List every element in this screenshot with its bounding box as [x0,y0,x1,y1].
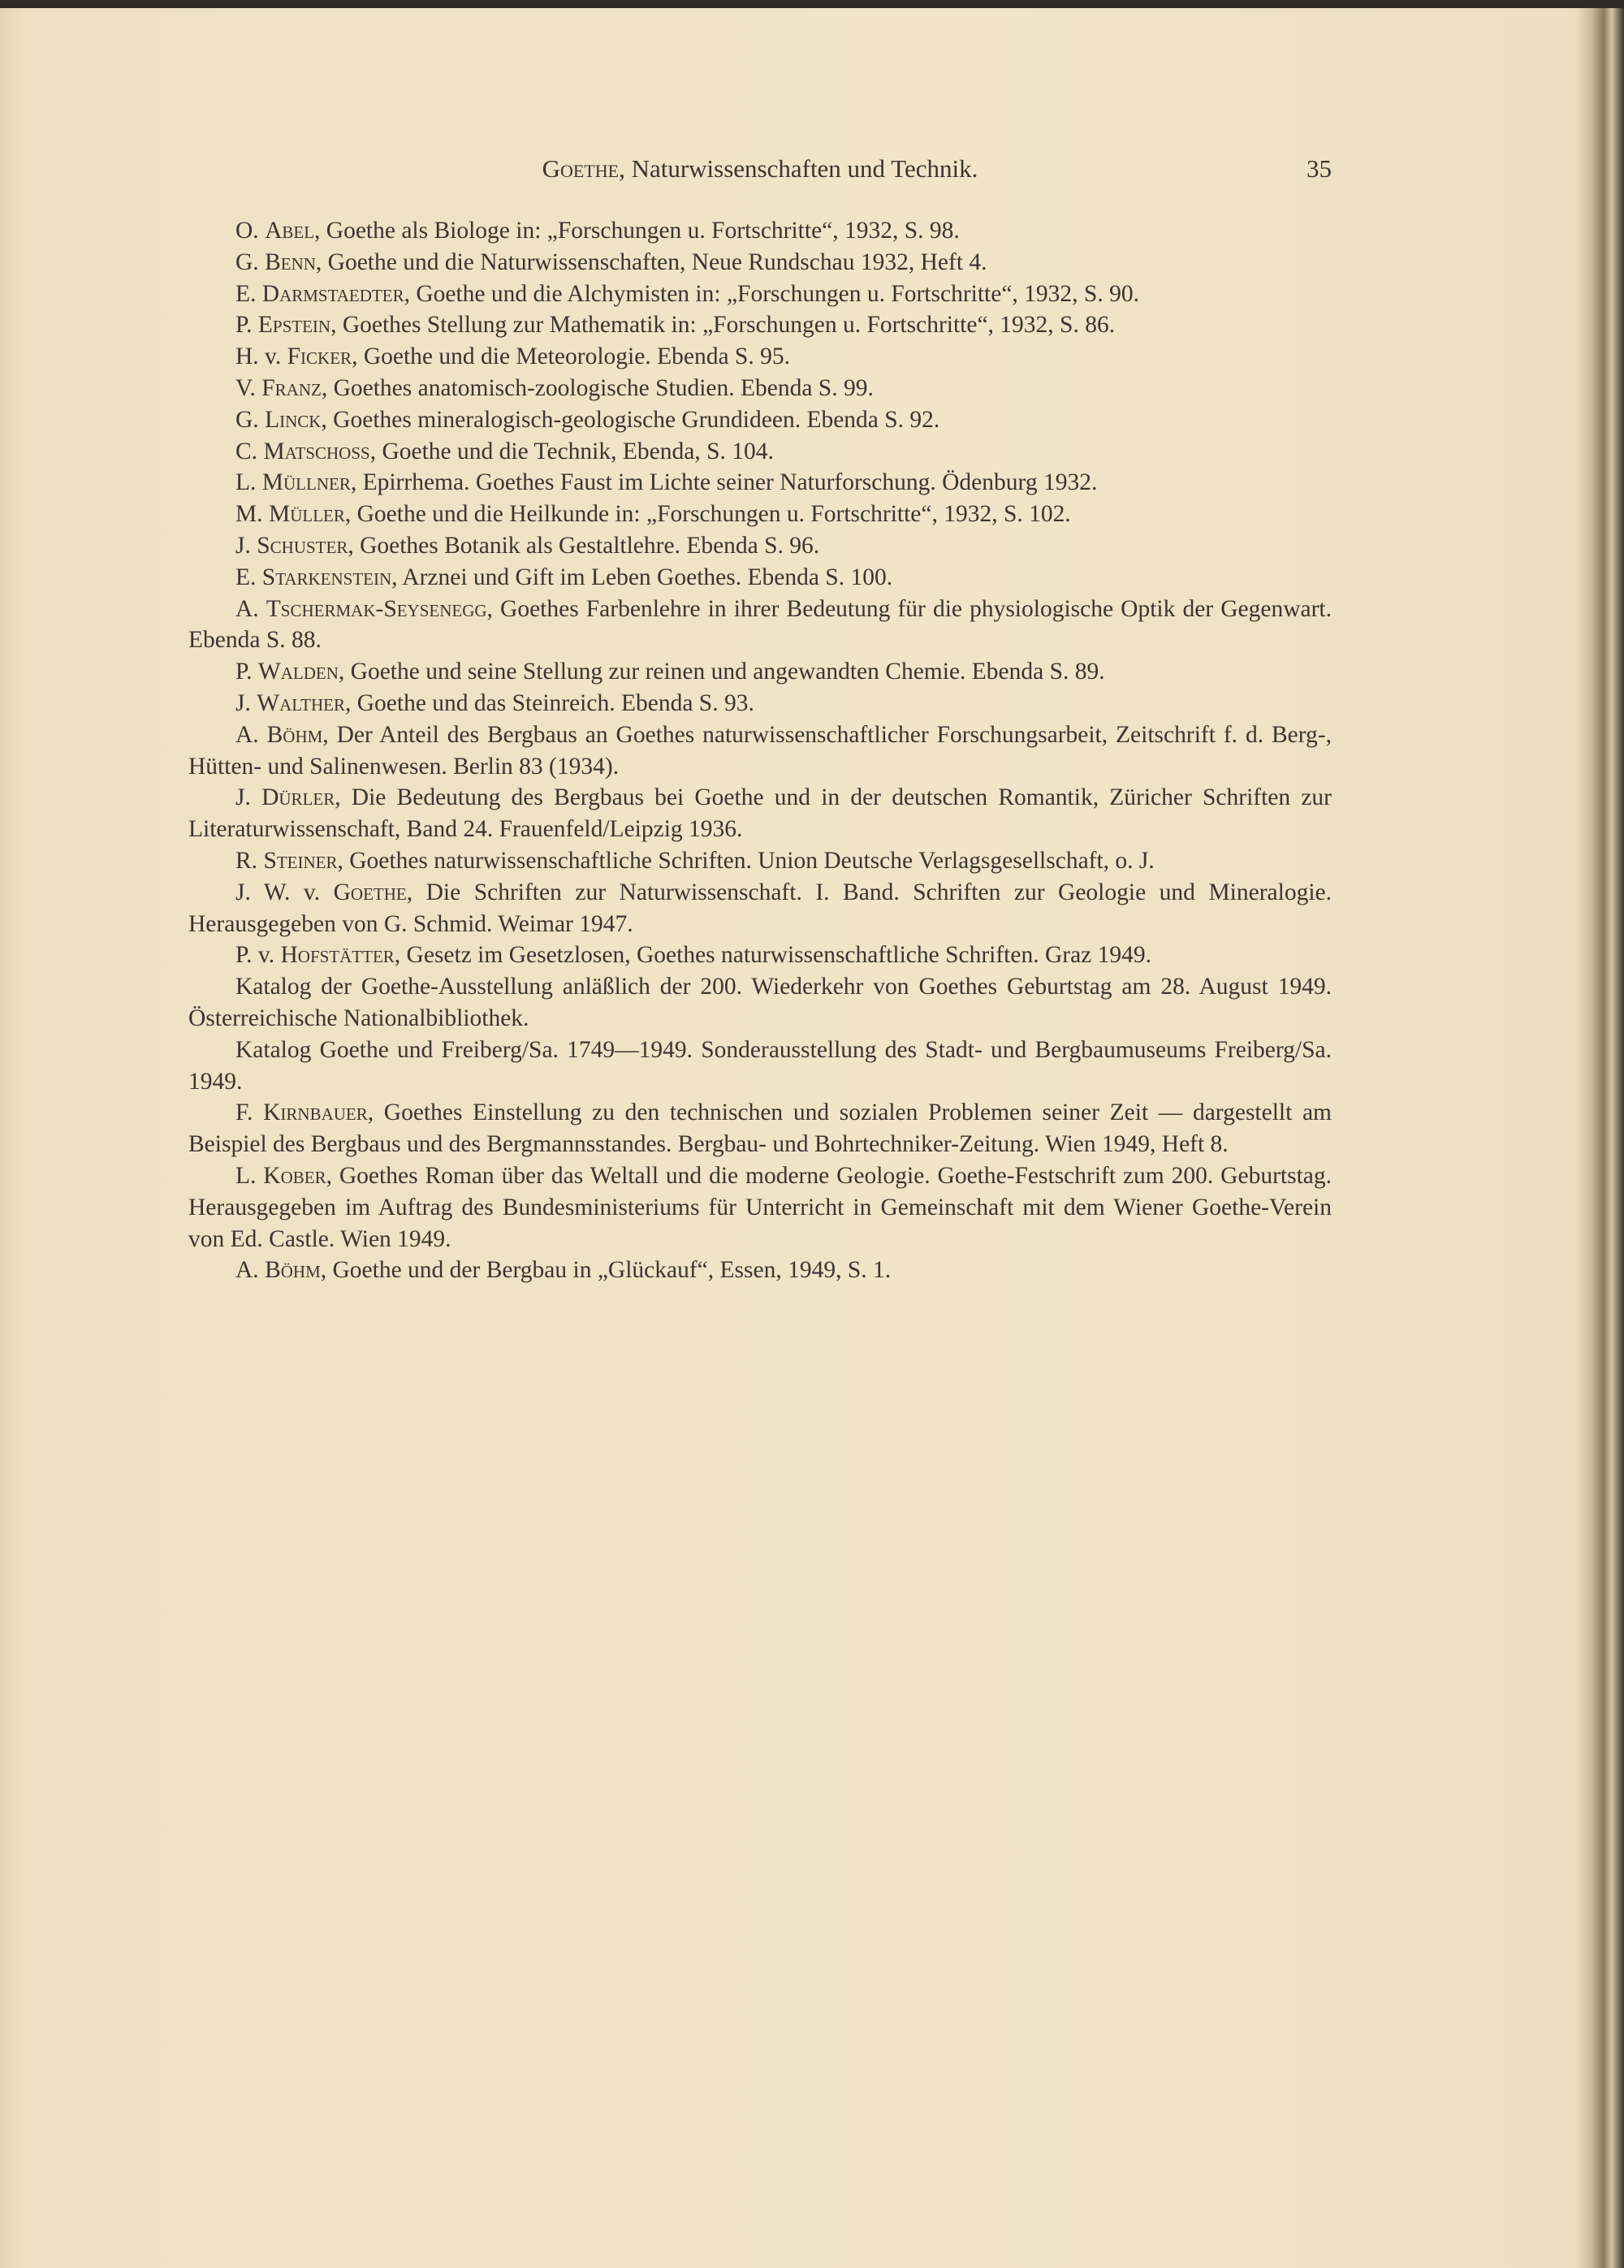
entry-surname: Darmstaedter [261,280,404,307]
running-title: Goethe, Naturwissenschaften und Technik. [542,154,978,183]
entry-text: , Goethes Farbenlehre in ihrer Bedeutung für die physiologische Optik der Gegenwart. Ebenda S. 88. [188,595,1332,654]
entry-surname: Böhm [266,721,323,748]
entry-surname: Walden [257,659,339,685]
entry-text: , Goethes Botanik als Gestaltlehre. Ebenda S. 96. [348,532,820,559]
bibliography-entry [188,719,1332,783]
bibliography-entry [188,1160,1332,1255]
entry-surname: Hofstätter [280,942,395,969]
bibliography-entry [188,247,1332,279]
entry-text: , Goethe und die Meteorologie. Ebenda S. 95. [352,343,790,370]
bibliography-entry [188,404,1332,436]
entry-surname: Goethe [333,879,407,905]
entry-surname: Abel [265,218,315,244]
entry-surname: Matschoss [263,438,370,464]
entry-text: , Goethes mineralogisch-geologische Grundideen. Ebenda S. 92. [321,406,940,433]
entry-initial: L. [235,469,262,496]
bibliography-entry [188,1097,1332,1160]
entry-surname: Böhm [265,1257,321,1284]
bibliography-entry [188,877,1332,940]
entry-surname: Epstein [257,312,331,339]
entry-initial: P. [235,659,258,685]
entry-initial: A. [235,1257,266,1284]
bibliography-entry [188,436,1332,468]
entry-initial: E. [235,564,262,590]
entry-initial: L. [235,1162,264,1189]
entry-text: , Goethe und der Bergbau in „Glückauf“, Essen, 1949, S. 1. [320,1257,892,1284]
entry-text: , Goethe und die Alchymisten in: „Forschungen u. Fortschritte“, 1932, S. 90. [404,280,1139,307]
scan-top-edge [0,0,1624,8]
entry-surname: Kirnbauer [263,1099,368,1126]
entry-text: , Goethe als Biologe in: „Forschungen u. Fortschritte“, 1932, S. 98. [314,218,960,244]
entry-initial: A. [235,595,266,622]
entry-surname: Müllner [261,469,351,496]
entry-text: , Goethe und die Technik, Ebenda, S. 104. [369,438,774,464]
bibliography-entry [188,1255,1332,1286]
entry-surname: Schuster [257,532,348,559]
entry-text: , Goethe und das Steinreich. Ebenda S. 93. [344,689,754,716]
bibliography-entry [188,373,1332,404]
bibliography-entry [188,971,1332,1035]
entry-text: , Der Anteil des Bergbaus an Goethes naturwissenschaftlicher Forschungsarbeit, Zeitschrift f. d. Berg-, Hütten- und Salinenwesen. Berlin 83 (1934). [188,721,1332,780]
bibliography-entry [188,499,1332,530]
bibliography-entry [188,940,1332,971]
entry-text: , Die Schriften zur Naturwissenschaft. I. Band. Schriften zur Geologie und Mineralogie. Herausgegeben von G. Schmid. Weimar 1947. [188,879,1332,937]
entry-initial: P. [235,312,258,339]
entry-text: , Gesetz im Gesetzlosen, Goethes naturwissenschaftliche Schriften. Graz 1949. [394,942,1152,969]
entry-surname: Müller [268,501,345,528]
entry-text: , Epirrhema. Goethes Faust im Lichte seiner Naturforschung. Ödenburg 1932. [350,469,1098,496]
entry-text: , Die Bedeutung des Bergbaus bei Goethe und in der deutschen Romantik, Züricher Schriften zur Literaturwissenschaft, Band 24. Frauenfeld/Leipzig 1936. [188,784,1332,843]
page-number: 35 [1307,154,1332,183]
entry-surname: Walther [257,689,345,716]
entry-text: , Goethe und seine Stellung zur reinen und angewandten Chemie. Ebenda S. 89. [338,659,1105,685]
bibliography-entry [188,845,1332,877]
entry-surname: Ficker [287,343,352,370]
entry-initial: F. [235,1099,264,1126]
entry-surname: Franz [261,374,322,401]
running-header [188,154,1332,190]
entry-text: , Goethes Einstellung zu den technischen und sozialen Problemen seiner Zeit — dargestellt am Beispiel des Bergbaus und des Bergmannsstandes. Bergbau- und Bohrtechniker-Zeitung. Wien 1949, Heft 8. [188,1099,1332,1158]
entry-initial: J. W. v. [235,879,334,905]
bibliography-entry [188,782,1332,845]
entry-text: , Goethes Stellung zur Mathematik in: „Forschungen u. Fortschritte“, 1932, S. 86. [330,312,1116,339]
bibliography-entry [188,279,1332,310]
entry-text: , Arznei und Gift im Leben Goethes. Ebenda S. 100. [391,564,893,590]
entry-surname: Tschermak-Seysenegg [266,595,487,622]
bibliography-entry [188,594,1332,657]
entry-initial: A. [235,721,267,748]
entry-initial: O. [235,218,266,244]
entry-text: , Goethe und die Naturwissenschaften, Neue Rundschau 1932, Heft 4. [315,248,987,275]
entry-text: Katalog der Goethe-Ausstellung anläßlich der 200. Wiederkehr von Goethes Geburtstag am 28. August 1949. Österreichische Nationalbibliothek. [188,974,1332,1031]
entry-initial: H. v. [235,343,287,370]
bibliography-entry [188,309,1332,341]
entry-initial: G. [235,406,266,433]
entry-initial: P. v. [235,942,281,969]
bibliography-list [188,215,1332,1286]
bibliography-entry [188,341,1332,373]
entry-initial: E. [235,280,262,307]
entry-initial: J. [235,689,257,716]
bibliography-entry [188,656,1332,688]
bibliography-entry [188,688,1332,719]
entry-initial: J. [235,532,257,559]
entry-initial: V. [235,374,262,401]
entry-surname: Benn [265,248,316,275]
entry-text: , Goethes anatomisch-zoologische Studien. Ebenda S. 99. [321,374,874,401]
entry-text: , Goethe und die Heilkunde in: „Forschungen u. Fortschritte“, 1932, S. 102. [344,501,1071,528]
entry-surname: Linck [265,406,322,433]
entry-initial: J. [235,784,262,811]
entry-initial: C. [235,438,264,464]
entry-text: , Goethes Roman über das Weltall und die moderne Geologie. Goethe-Festschrift zum 200. Geburtstag. Herausgegeben im Auftrag des Bundesministeriums für Unterricht in Gemeinschaft mit dem Wiener Goethe-Verein von Ed. Castle. Wien 1949. [188,1162,1332,1252]
entry-surname: Dürler [261,784,335,811]
bibliography-entry [188,1035,1332,1098]
entry-initial: G. [235,248,266,275]
entry-surname: Starkenstein [261,564,392,590]
bibliography-entry [188,467,1332,499]
entry-initial: R. [235,847,264,874]
entry-initial: M. [235,501,269,528]
entry-text: Katalog Goethe und Freiberg/Sa. 1749—1949. Sonderausstellung des Stadt- und Bergbaumuseums Freiberg/Sa. 1949. [188,1036,1332,1095]
entry-surname: Steiner [263,847,338,874]
bibliography-entry [188,215,1332,247]
bibliography-entry [188,530,1332,562]
bibliography-entry [188,562,1332,594]
entry-text: , Goethes naturwissenschaftliche Schriften. Union Deutsche Verlagsgesellschaft, o. J. [337,847,1155,874]
entry-surname: Kober [263,1162,326,1189]
